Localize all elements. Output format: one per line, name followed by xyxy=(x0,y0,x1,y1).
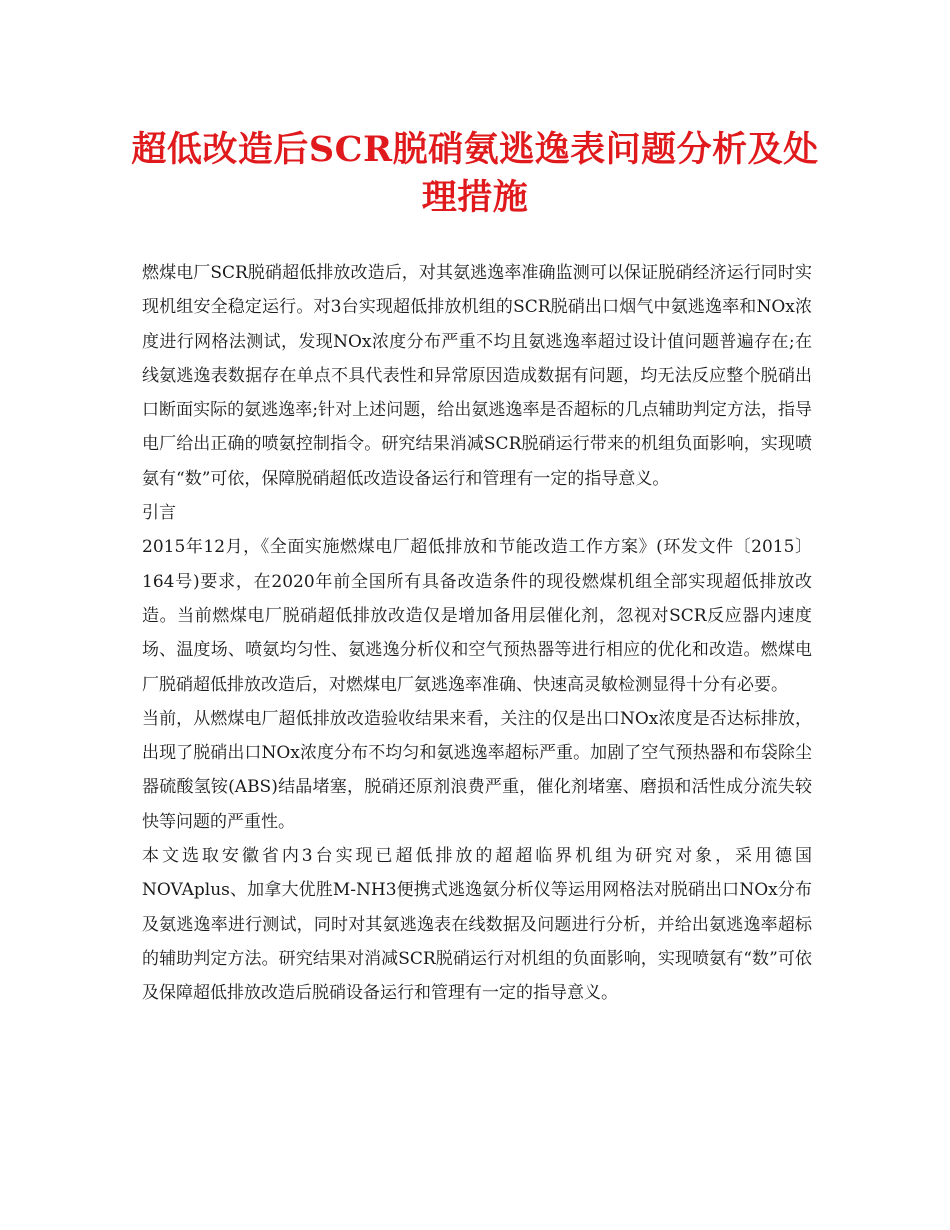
document-title: 超低改造后SCR脱硝氨逃逸表问题分析及处理措施 xyxy=(131,129,819,218)
section-heading-introduction: 引言 xyxy=(142,503,176,524)
body-paragraph: 2015年12月，《全面实施燃煤电厂超低排放和节能改造工作方案》(环发文件〔2015〕164号)要求，在2020年前全国所有具备改造条件的现役燃煤机组全部实现超低排放改造。当前燃煤电厂脱硝超低排放改造仅是增加备用层催化剂，忽视对SCR反应器内速度场、温度场、喷氨均匀性、氨逃逸分析仪和空气预热器等进行相应的优化和改造。燃煤电厂脱硝超低排放改造后，对燃煤电厂氨逃逸率准确、快速高灵敏检测显得十分有必要。 xyxy=(142,537,812,695)
document-body xyxy=(142,256,812,1011)
body-paragraph: 本文选取安徽省内3台实现已超低排放的超超临界机组为研究对象，采用德国NOVAplus、加拿大优胜M-NH3便携式逃逸氨分析仪等运用网格法对脱硝出口NOx分布及氨逃逸率进行测试，同时对其氨逃逸表在线数据及问题进行分析，并给出氨逃逸率超标的辅助判定方法。研究结果对消减SCR脱硝运行对机组的负面影响，实现喷氨有“数”可依及保障超低排放改造后脱硝设备运行和管理有一定的指导意义。 xyxy=(142,846,812,1004)
body-paragraph: 当前，从燃煤电厂超低排放改造验收结果来看，关注的仅是出口NOx浓度是否达标排放，出现了脱硝出口NOx浓度分布不均匀和氨逃逸率超标严重。加剧了空气预热器和布袋除尘器硫酸氢铵(ABS)结晶堵塞，脱硝还原剂浪费严重，催化剂堵塞、磨损和活性成分流失较快等问题的严重性。 xyxy=(142,708,812,832)
abstract-paragraph: 燃煤电厂SCR脱硝超低排放改造后，对其氨逃逸率准确监测可以保证脱硝经济运行同时实现机组安全稳定运行。对3台实现超低排放机组的SCR脱硝出口烟气中氨逃逸率和NOx浓度进行网格法测试，发现NOx浓度分布严重不均且氨逃逸率超过设计值问题普遍存在;在线氨逃逸表数据存在单点不具代表性和异常原因造成数据有问题，均无法反应整个脱硝出口断面实际的氨逃逸率;针对上述问题，给出氨逃逸率是否超标的几点辅助判定方法，指导电厂给出正确的喷氨控制指令。研究结果消减SCR脱硝运行带来的机组负面影响，实现喷氨有“数”可依，保障脱硝超低改造设备运行和管理有一定的指导意义。 xyxy=(142,263,812,489)
